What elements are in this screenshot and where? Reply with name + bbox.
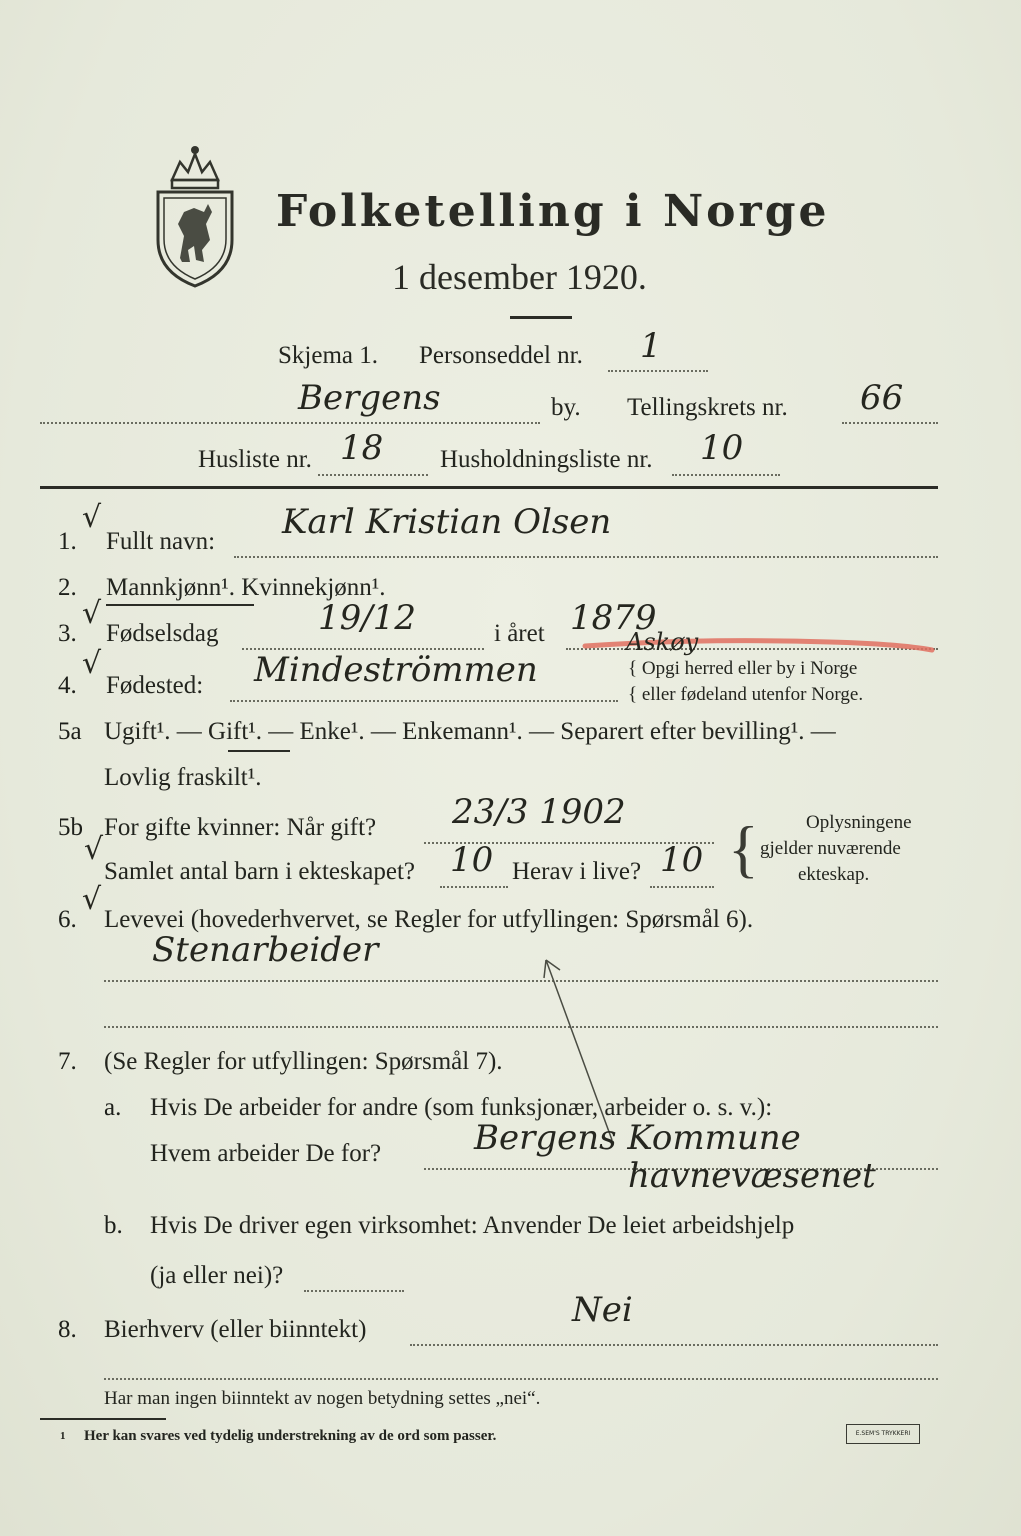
q7b-letter: b.	[104, 1212, 123, 1239]
check-mark-icon: √	[82, 646, 102, 681]
husliste-value[interactable]: 18	[340, 428, 384, 468]
q3-value[interactable]: 19/12	[318, 598, 416, 638]
q1-value[interactable]: Karl Kristian Olsen	[282, 502, 612, 542]
q7b-line1: Hvis De driver egen virksomhet: Anvender De leiet arbeidshjelp	[150, 1212, 795, 1239]
husliste-label: Husliste nr.	[198, 446, 312, 473]
q3-number: 3.	[58, 620, 77, 647]
form-date: 1 desember 1920.	[392, 257, 647, 297]
q6-line1	[104, 980, 938, 982]
q8-number: 8.	[58, 1316, 77, 1343]
q5b-brace: {	[728, 813, 759, 884]
q3-label: Fødselsdag	[106, 620, 219, 647]
form-title: Folketelling i Norge	[276, 186, 830, 237]
printer-stamp: E.SEM'S TRYKKERI	[846, 1424, 920, 1444]
q5a-line1: Ugift¹. — Gift¹. — Enke¹. — Enkemann¹. — Separert efter bevilling¹. —	[104, 718, 836, 745]
q6-value[interactable]: Stenarbeider	[152, 930, 379, 970]
q7a-line1: Hvis De arbeider for andre (som funksjonær, arbeider o. s. v.):	[150, 1094, 773, 1121]
by-label: by.	[551, 394, 581, 421]
q3-year-label: i året	[494, 620, 545, 647]
title-divider	[510, 316, 572, 319]
husholdning-label: Husholdningsliste nr.	[440, 446, 653, 473]
personseddel-value[interactable]: 1	[640, 326, 662, 366]
q6-label: Levevei (hovederhvervet, se Regler for utfyllingen: Spørsmål 6).	[104, 906, 754, 933]
footnote-rule	[40, 1418, 166, 1420]
tellingskrets-label: Tellingskrets nr.	[627, 394, 788, 421]
city-value[interactable]: Bergens	[298, 378, 441, 418]
q1-line	[234, 556, 938, 558]
check-mark-icon: √	[82, 596, 102, 631]
husholdning-value[interactable]: 10	[700, 428, 744, 468]
q5b-line3	[650, 886, 714, 888]
q5b-value1[interactable]: 23/3 1902	[452, 792, 626, 832]
schema-label: Skjema 1.	[278, 342, 378, 369]
tellingskrets-value[interactable]: 66	[860, 378, 904, 418]
q8-line2	[104, 1378, 938, 1380]
q7a-letter: a.	[104, 1094, 122, 1121]
q8-label: Bierhverv (eller biinntekt)	[104, 1316, 367, 1343]
q7a-line2: Hvem arbeider De for?	[150, 1140, 382, 1167]
header-rule	[40, 486, 938, 489]
q5b-note1: Oplysningene	[806, 812, 912, 833]
q5b-label2: Samlet antal barn i ekteskapet?	[104, 858, 415, 885]
q4-note-line1: { Opgi herred eller by i Norge	[628, 658, 858, 679]
q7a-value1[interactable]: Bergens Kommune	[474, 1118, 801, 1158]
q2-label: Mannkjønn¹. Kvinnekjønn¹.	[106, 574, 386, 601]
q5a-gift-underline	[228, 750, 290, 752]
q2-number: 2.	[58, 574, 77, 601]
q5a-line2: Lovlig fraskilt¹.	[104, 764, 262, 791]
q7-label: (Se Regler for utfyllingen: Spørsmål 7).	[104, 1048, 503, 1075]
q4-line	[230, 700, 618, 702]
q6-number: 6.	[58, 906, 77, 933]
q7a-value2[interactable]: havnevæsenet	[628, 1156, 876, 1196]
q5b-value2[interactable]: 10	[450, 840, 494, 880]
q4-note-line2: { eller fødeland utenfor Norge.	[628, 684, 864, 705]
q3-year-value[interactable]: 1879	[570, 598, 657, 638]
q7b-line2: (ja eller nei)?	[150, 1262, 284, 1289]
city-line	[40, 422, 540, 424]
q8-value[interactable]: Nei	[572, 1290, 633, 1330]
q5b-number: 5b	[58, 814, 83, 841]
q4-label: Fødested:	[106, 672, 204, 699]
q4-number: 4.	[58, 672, 77, 699]
q5a-number: 5a	[58, 718, 82, 745]
footnote-mark: 1	[60, 1430, 66, 1442]
q1-number: 1.	[58, 528, 77, 555]
q4-value[interactable]: Mindeströmmen	[254, 650, 538, 690]
q4-struck-value: Askøy	[626, 628, 699, 656]
q8-line1	[410, 1344, 938, 1346]
q5b-note3: ekteskap.	[798, 864, 870, 885]
footer-note: Har man ingen biinntekt av nogen betydning settes „nei“.	[104, 1388, 541, 1409]
q2-underline	[106, 604, 254, 606]
q7-number: 7.	[58, 1048, 77, 1075]
husholdning-line	[672, 474, 780, 476]
personseddel-line	[608, 370, 708, 372]
q5b-label1: For gifte kvinner: Når gift?	[104, 814, 377, 841]
husliste-line	[318, 474, 428, 476]
check-mark-icon: √	[82, 882, 102, 917]
q7b-line	[304, 1290, 404, 1292]
check-mark-icon: √	[84, 832, 104, 867]
q5b-note2: gjelder nuværende	[760, 838, 901, 859]
q5b-label3: Herav i live?	[512, 858, 642, 885]
norway-coat-of-arms-icon	[150, 140, 240, 290]
personseddel-label: Personseddel nr.	[419, 342, 583, 369]
check-mark-icon: √	[82, 500, 102, 535]
q6-line2	[104, 1026, 938, 1028]
q5b-line2	[440, 886, 508, 888]
q5b-value3[interactable]: 10	[660, 840, 704, 880]
footnote-text: Her kan svares ved tydelig understrekning av de ord som passer.	[84, 1428, 497, 1444]
q1-label: Fullt navn:	[106, 528, 216, 555]
tellingskrets-line	[842, 422, 938, 424]
